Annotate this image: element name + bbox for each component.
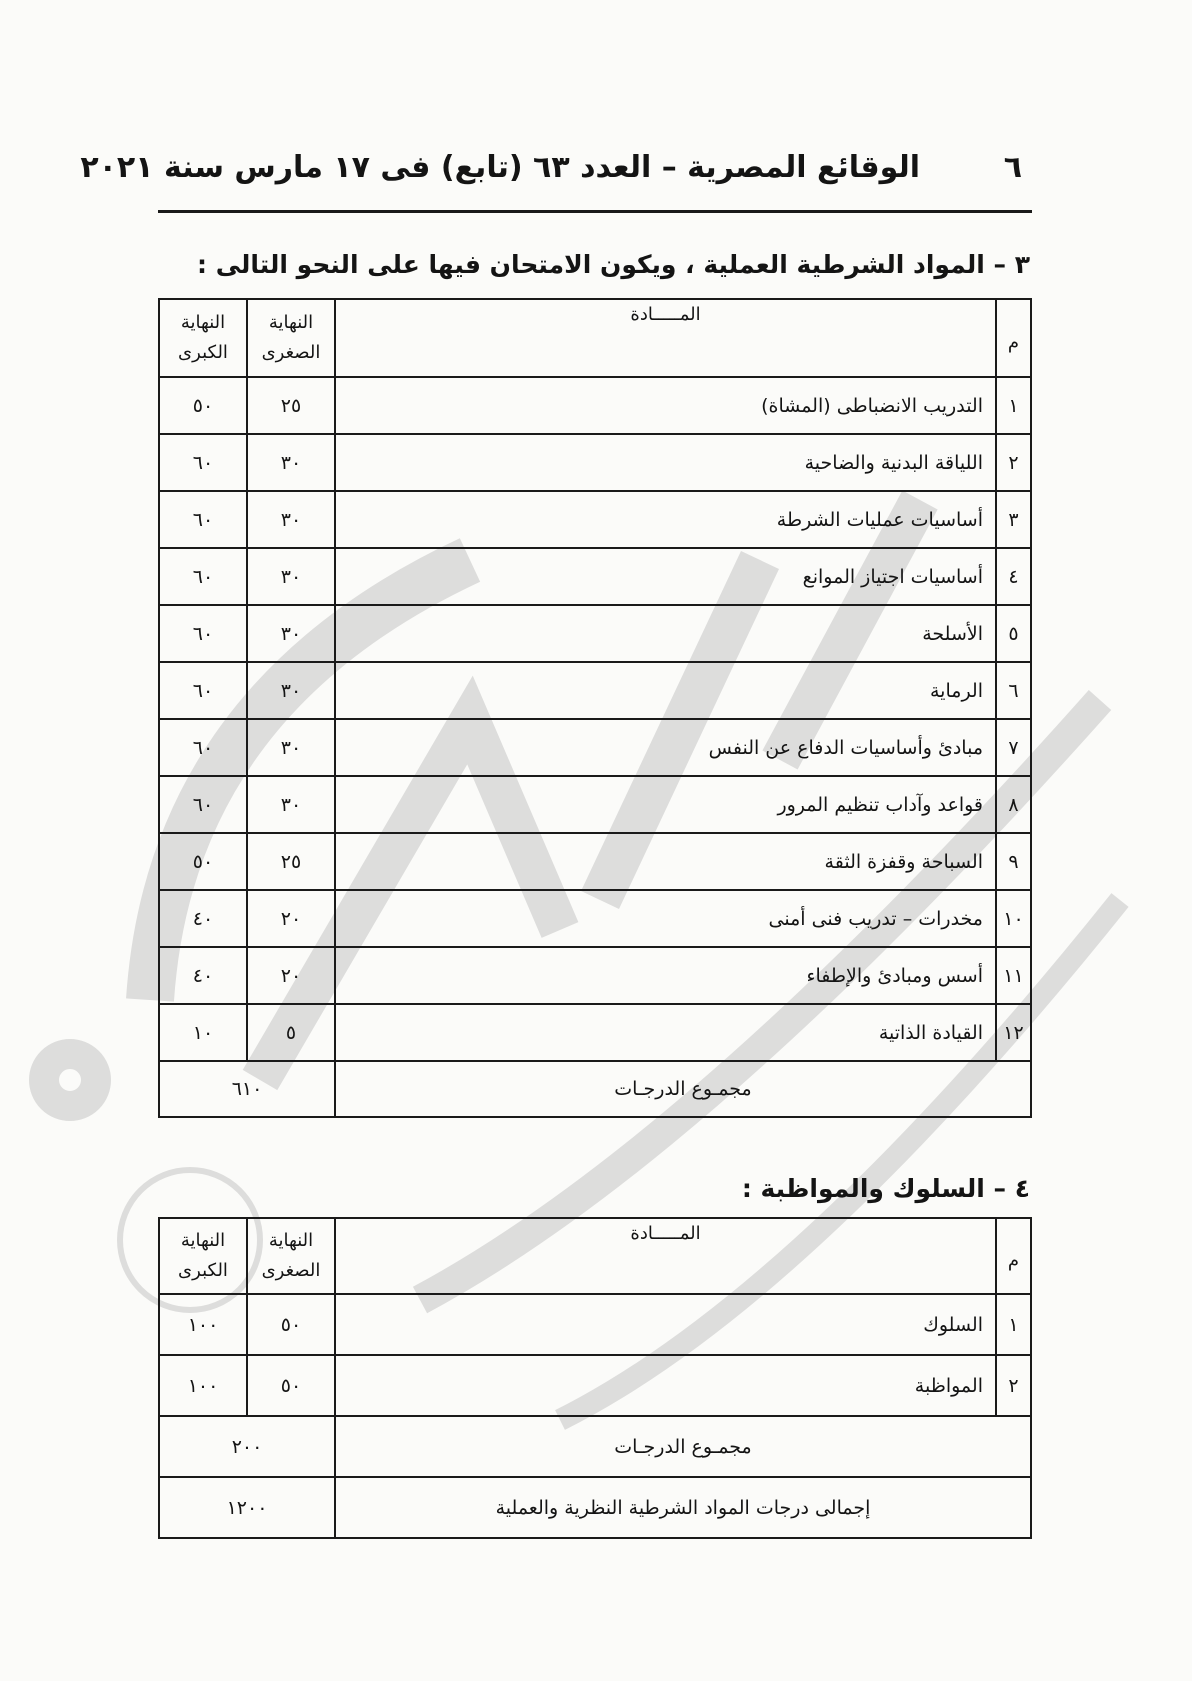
total-value: ٢٠٠ — [159, 1416, 335, 1477]
table-row — [159, 548, 1031, 605]
row-num: ٤ — [996, 548, 1031, 605]
table-row — [159, 491, 1031, 548]
col-header-min-line1: النهاية — [268, 1230, 314, 1251]
gazette-title: الوقائع المصرية – العدد ٦٣ (تابع) فى ١٧ مارس سنة ٢٠٢١ — [80, 150, 920, 185]
row-subject: قواعد وآداب تنظيم المرور — [335, 776, 996, 833]
col-header-max-line1: النهاية — [180, 1230, 226, 1251]
row-num: ٦ — [996, 662, 1031, 719]
row-num: ١٢ — [996, 1004, 1031, 1061]
row-min: ٢٠ — [247, 947, 335, 1004]
table-row — [159, 377, 1031, 434]
row-num: ٢ — [996, 1355, 1031, 1416]
page-header — [80, 150, 1032, 194]
col-header-subject: المـــــادة — [335, 299, 996, 377]
col-header-max-line2: الكبرى — [178, 342, 228, 363]
row-num: ٢ — [996, 434, 1031, 491]
row-num: ٨ — [996, 776, 1031, 833]
row-subject: السباحة وقفزة الثقة — [335, 833, 996, 890]
table-row — [159, 1294, 1031, 1355]
grand-total-value: ١٢٠٠ — [159, 1477, 335, 1538]
conduct-attendance-table — [158, 1217, 1032, 1539]
col-header-max-line1: النهاية — [180, 312, 226, 333]
page-number: ٦ — [1003, 150, 1022, 185]
col-header-max — [159, 1218, 247, 1294]
row-min: ٢٠ — [247, 890, 335, 947]
row-max: ٦٠ — [159, 662, 247, 719]
row-max: ٥٠ — [159, 833, 247, 890]
col-header-min-line1: النهاية — [268, 312, 314, 333]
table-header-row — [159, 299, 1031, 377]
row-max: ١٠٠ — [159, 1294, 247, 1355]
row-min: ٥ — [247, 1004, 335, 1061]
total-row — [159, 1416, 1031, 1477]
table-row — [159, 434, 1031, 491]
table-row — [159, 890, 1031, 947]
row-num: ٥ — [996, 605, 1031, 662]
grand-total-label: إجمالى درجات المواد الشرطية النظرية والعملية — [335, 1477, 1031, 1538]
col-header-min-line2: الصغرى — [261, 1260, 321, 1281]
row-num: ١١ — [996, 947, 1031, 1004]
row-max: ٦٠ — [159, 548, 247, 605]
row-num: ١ — [996, 1294, 1031, 1355]
row-min: ٢٥ — [247, 377, 335, 434]
col-header-min — [247, 1218, 335, 1294]
row-subject: مخدرات – تدريب فنى أمنى — [335, 890, 996, 947]
row-subject: اللياقة البدنية والضاحية — [335, 434, 996, 491]
row-subject: الأسلحة — [335, 605, 996, 662]
table-header-row — [159, 1218, 1031, 1294]
section3-title: ٣ – المواد الشرطية العملية ، ويكون الامتحان فيها على النحو التالى : — [197, 250, 1030, 279]
row-min: ٣٠ — [247, 434, 335, 491]
row-subject: القيادة الذاتية — [335, 1004, 996, 1061]
row-subject: الرماية — [335, 662, 996, 719]
table-row — [159, 662, 1031, 719]
row-max: ٦٠ — [159, 434, 247, 491]
col-header-num: م — [996, 1218, 1031, 1294]
row-min: ٣٠ — [247, 548, 335, 605]
practical-subjects-table — [158, 298, 1032, 1118]
row-subject: السلوك — [335, 1294, 996, 1355]
row-max: ٦٠ — [159, 776, 247, 833]
total-row — [159, 1061, 1031, 1117]
row-num: ٧ — [996, 719, 1031, 776]
row-min: ٥٠ — [247, 1355, 335, 1416]
row-max: ٦٠ — [159, 719, 247, 776]
row-min: ٣٠ — [247, 491, 335, 548]
col-header-max-line2: الكبرى — [178, 1260, 228, 1281]
table-row — [159, 1355, 1031, 1416]
row-max: ٥٠ — [159, 377, 247, 434]
col-header-max — [159, 299, 247, 377]
row-max: ٦٠ — [159, 491, 247, 548]
total-label: مجمـوع الدرجـات — [335, 1061, 1031, 1117]
row-subject: أسس ومبادئ والإطفاء — [335, 947, 996, 1004]
row-num: ١ — [996, 377, 1031, 434]
col-header-num: م — [996, 299, 1031, 377]
row-subject: أساسيات اجتياز الموانع — [335, 548, 996, 605]
table-row — [159, 947, 1031, 1004]
header-divider — [158, 210, 1032, 213]
col-header-subject: المـــــادة — [335, 1218, 996, 1294]
table-row — [159, 1004, 1031, 1061]
col-header-min — [247, 299, 335, 377]
row-num: ٣ — [996, 491, 1031, 548]
table-row — [159, 833, 1031, 890]
row-min: ٥٠ — [247, 1294, 335, 1355]
row-max: ٤٠ — [159, 890, 247, 947]
grand-total-row — [159, 1477, 1031, 1538]
row-max: ١٠٠ — [159, 1355, 247, 1416]
row-subject: مبادئ وأساسيات الدفاع عن النفس — [335, 719, 996, 776]
section4-title: ٤ – السلوك والمواظبة : — [741, 1174, 1030, 1203]
col-header-min-line2: الصغرى — [261, 342, 321, 363]
row-min: ٣٠ — [247, 662, 335, 719]
total-label: مجمـوع الدرجـات — [335, 1416, 1031, 1477]
row-max: ٤٠ — [159, 947, 247, 1004]
row-min: ٣٠ — [247, 776, 335, 833]
row-min: ٢٥ — [247, 833, 335, 890]
row-num: ١٠ — [996, 890, 1031, 947]
table-row — [159, 605, 1031, 662]
total-value: ٦١٠ — [159, 1061, 335, 1117]
table-row — [159, 719, 1031, 776]
row-min: ٣٠ — [247, 605, 335, 662]
row-max: ٦٠ — [159, 605, 247, 662]
row-min: ٣٠ — [247, 719, 335, 776]
row-subject: التدريب الانضباطى (المشاة) — [335, 377, 996, 434]
row-subject: أساسيات عمليات الشرطة — [335, 491, 996, 548]
row-subject: المواظبة — [335, 1355, 996, 1416]
table-row — [159, 776, 1031, 833]
row-num: ٩ — [996, 833, 1031, 890]
row-max: ١٠ — [159, 1004, 247, 1061]
